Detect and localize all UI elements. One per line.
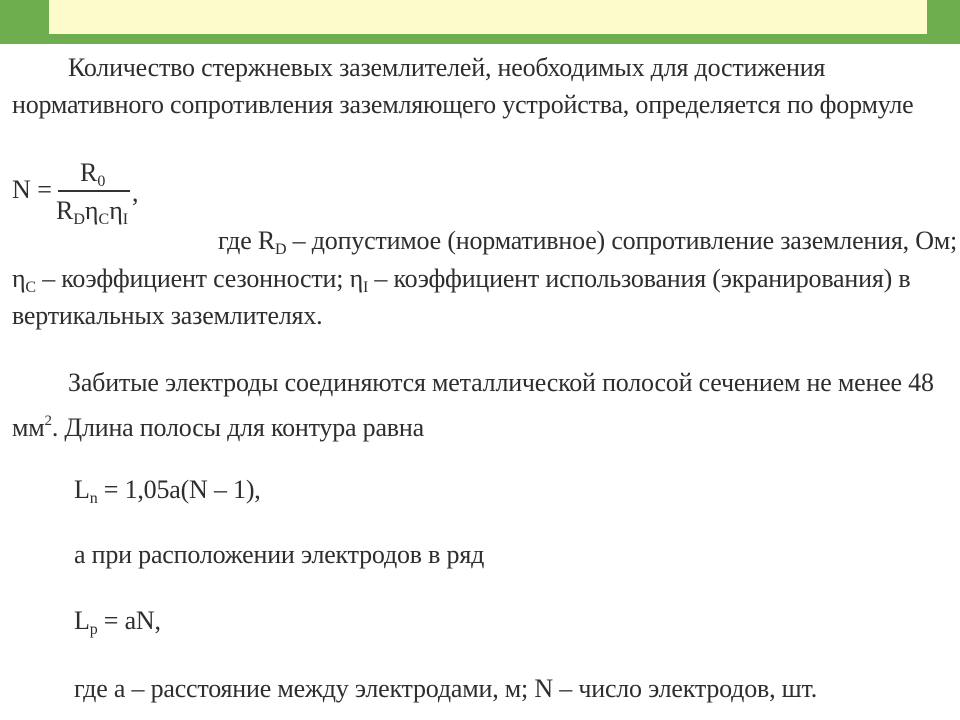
para2-line1: Забитые электроды соединяются металлической полосой сечением не менее 48 (68, 368, 934, 397)
formula-n-lhs: N = (12, 175, 52, 204)
formula-n-comma: , (132, 178, 139, 207)
formula-n-numerator: $R_0$ (80, 158, 106, 190)
formula-n-denominator: $R_D\eta_C\eta_I$ (56, 196, 129, 228)
para4: где а – расстояние между электродами, м; N – число электродов, шт. (74, 674, 818, 703)
para1-line2: нормативного сопротивления заземляющего устройства, определяется по формуле (12, 90, 914, 119)
fraction-bar (58, 190, 130, 192)
definitions-line3: вертикальных заземлителях. (12, 301, 323, 330)
para2-line2: $мм^2$. Длина полосы для контура равна (12, 413, 424, 442)
formula-ln: $L_n = 1,05a(N - 1)$, (74, 475, 261, 507)
formula-lp: $L_p$ = aN, (74, 606, 161, 638)
definitions-line2: $\eta_C$ – коэффициент сезонности; $\eta_I$ – коэффициент использования (экранирования) в (12, 264, 911, 296)
para3: а при расположении электродов в ряд (74, 540, 485, 569)
header-panel (49, 0, 927, 34)
definitions-line1: где $R_D$ – допустимое (нормативное) сопротивление заземления, Ом; (218, 226, 958, 258)
para1-line1: Количество стержневых заземлителей, необходимых для достижения (68, 53, 826, 82)
